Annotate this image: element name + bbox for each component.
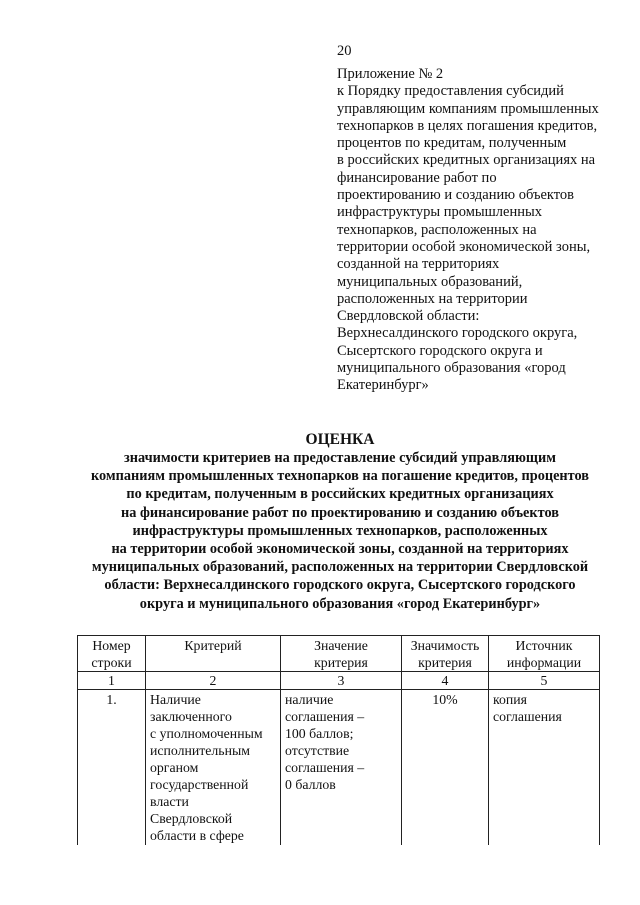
appendix-line: Верхнесалдинского городского округа, (337, 325, 578, 342)
appendix-line: проектированию и созданию объектов (337, 187, 575, 204)
table-header-row (78, 636, 600, 672)
heading-line: округа и муниципального образования «город Екатеринбург» (139, 595, 541, 612)
heading-line: значимости критериев на предоставление субсидий управляющим (124, 450, 556, 466)
appendix-line: Сысертского городского округа и (337, 342, 543, 359)
table-row (78, 690, 600, 846)
criterion-cell: Наличие заключенного с уполномоченным исполнительным органом государственной власти Свердловской области в сфере (146, 690, 281, 846)
appendix-line: Приложение № 2 (337, 66, 444, 82)
appendix-line: финансирование работ по (337, 169, 497, 186)
header-criterion-weight: Значимость критерия (402, 636, 489, 672)
appendix-line: Свердловской области: (337, 308, 480, 325)
heading-line: на территории особой экономической зоны, созданной на территориях (111, 541, 569, 558)
appendix-line: расположенных на территории (337, 290, 528, 307)
column-number: 2 (146, 672, 281, 690)
appendix-line: технопарков, расположенных на (337, 221, 537, 238)
criterion-weight-cell: 10% (402, 690, 489, 846)
criteria-table (77, 635, 600, 845)
appendix-note (337, 66, 627, 395)
appendix-line: созданной на территориях (337, 256, 500, 273)
column-number: 3 (281, 672, 402, 690)
appendix-line: технопарков в целях погашения кредитов, (337, 117, 598, 134)
information-source-cell: копия соглашения (489, 690, 600, 846)
criterion-value-cell: наличие соглашения – 100 баллов; отсутствие соглашения – 0 баллов (281, 690, 402, 846)
page-number: 20 (337, 43, 352, 59)
appendix-line: к Порядку предоставления субсидий (337, 83, 564, 100)
column-number-row (78, 672, 600, 690)
appendix-line: инфраструктуры промышленных (337, 204, 542, 221)
document-heading (40, 430, 640, 613)
column-number: 1 (78, 672, 146, 690)
row-number-cell: 1. (78, 690, 146, 846)
heading-title: ОЦЕНКА (305, 431, 375, 448)
header-criterion: Критерий (146, 636, 281, 672)
heading-line: по кредитам, полученным в российских кредитных организациях (126, 486, 554, 503)
column-number: 4 (402, 672, 489, 690)
appendix-line: муниципальных образований, (337, 273, 523, 290)
heading-line: компаниям промышленных технопарков на погашение кредитов, процентов (90, 468, 590, 485)
appendix-line: муниципального образования «город (337, 360, 566, 377)
column-number: 5 (489, 672, 600, 690)
header-row-number: Номер строки (78, 636, 146, 672)
heading-line: области: Верхнесалдинского городского округа, Сысертского городского (104, 577, 576, 594)
appendix-line: в российских кредитных организациях на (337, 152, 596, 169)
appendix-line: Екатеринбург» (337, 377, 429, 394)
heading-line: муниципальных образований, расположенных на территории Свердловской (91, 559, 589, 576)
heading-subtitle (40, 449, 640, 613)
appendix-line: процентов по кредитам, полученным (337, 135, 567, 152)
heading-line: инфраструктуры промышленных технопарков, расположенных (132, 522, 548, 539)
header-criterion-value: Значение критерия (281, 636, 402, 672)
appendix-line: территории особой экономической зоны, (337, 238, 591, 255)
header-information-source: Источник информации (489, 636, 600, 672)
appendix-line: управляющим компаниям промышленных (337, 100, 599, 117)
heading-line: на финансирование работ по проектированию и созданию объектов (120, 504, 559, 521)
